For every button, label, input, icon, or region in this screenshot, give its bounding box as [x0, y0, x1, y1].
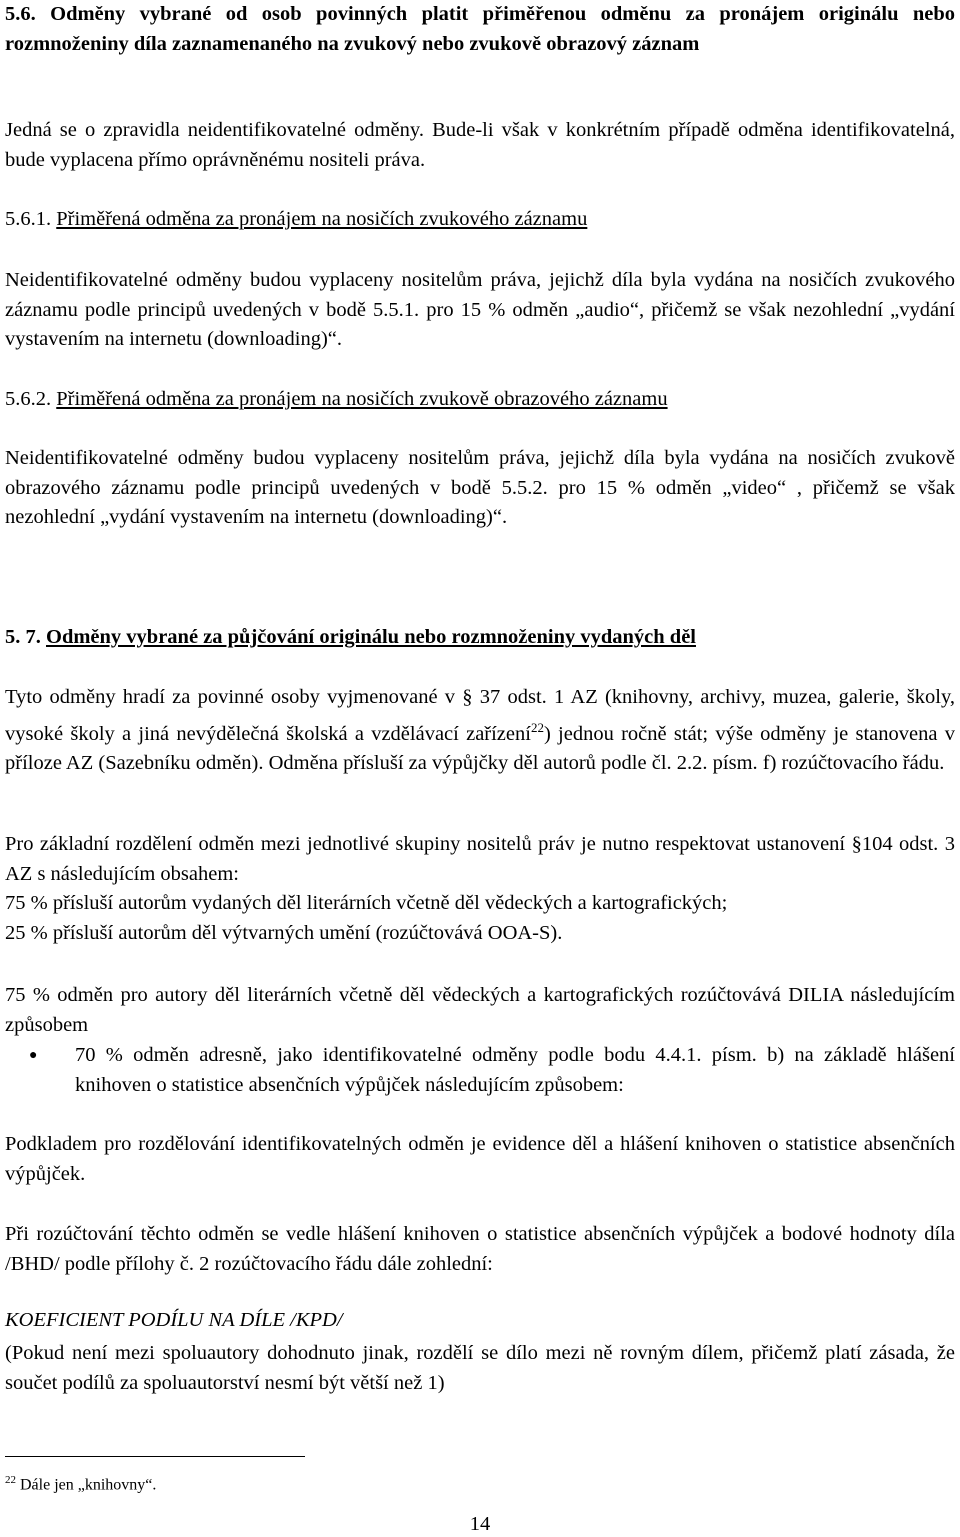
section-number: 5. 7.: [5, 626, 41, 648]
distribution-line-75: 75 % přísluší autorům vydaných děl literárních včetně děl vědeckých a kartografických;: [5, 892, 728, 914]
section-title: Odměny vybrané za půjčování originálu nebo rozmnoženiny vydaných děl: [46, 626, 696, 648]
paragraph-5-6-2: Neidentifikovatelné odměny budou vyplaceny nositelům práva, jejichž díla byla vydána na nosičích zvukově obrazového záznamu podle principů uvedených v bodě 5.5.2. pro 15 % odměn „video“ , přičemž se však nezohlední „vydání vystavením na internetu (downloading)“.: [5, 447, 955, 528]
section-heading-5-6-1: [5, 205, 955, 235]
paragraph-5-7-distribution: [5, 830, 955, 948]
section-heading-5-6: 5.6. Odměny vybrané od osob povinných platit přiměřenou odměnu za pronájem originálu nebo rozmnoženiny díla zaznamenaného na zvukový nebo zvukově obrazový záznam: [5, 3, 955, 55]
section-title: Přiměřená odměna za pronájem na nosičích zvukového záznamu: [56, 208, 588, 230]
section-heading-5-7: [5, 623, 955, 653]
section-title: Přiměřená odměna za pronájem na nosičích zvukově obrazového záznamu: [56, 388, 668, 410]
bullet-text: 70 % odměn adresně, jako identifikovatelné odměny podle bodu 4.4.1. písm. b) na základě hlášení knihoven o statistice absenčních výpůjček následujícím způsobem:: [75, 1044, 955, 1096]
section-number: 5.6.2.: [5, 388, 52, 410]
page-number: 14: [469, 1513, 491, 1535]
footnote-text: Dále jen „knihovny“.: [20, 1476, 157, 1494]
kpd-heading: KOEFICIENT PODÍLU NA DÍLE /KPD/: [5, 1309, 343, 1331]
paragraph-5-7-basis: Podkladem pro rozdělování identifikovatelných odměn je evidence děl a hlášení knihoven o statistice absenčních výpůjček.: [5, 1133, 955, 1185]
bullet-item: [5, 1041, 955, 1100]
section-heading-5-6-2: [5, 385, 955, 415]
bullet-icon: ●: [29, 1048, 38, 1063]
section-number: 5.6.1.: [5, 208, 52, 230]
paragraph-5-7-funding: [5, 683, 955, 778]
distribution-line-25: 25 % přísluší autorům děl výtvarných umění (rozúčtovává OOA-S).: [5, 921, 563, 944]
paragraph-text-b: ) jednou ročně stát; výše odměny je stanovena v příloze AZ (Sazebníku odměn). Odměna přísluší za výpůjčky děl autorů podle čl. 2.2. písm. f) rozúčtovacího řádu.: [5, 722, 955, 774]
footnote-number: 22: [5, 1474, 16, 1486]
paragraph-text-a: Tyto odměny hradí za povinné osoby vyjmenované v § 37 odst. 1 AZ (knihovny, archivy, muzea, galerie, školy, vysoké školy a jiná nevýdělečná školská a vzdělávací zařízení: [5, 686, 955, 745]
paragraph-5-6-intro: Jedná se o zpravidla neidentifikovatelné odměny. Bude-li však v konkrétním případě odměna identifikovatelná, bude vyplacena přímo oprávněnému nositeli práva.: [5, 119, 955, 171]
footnote-ref: 22: [530, 719, 544, 735]
paragraph-5-7-kpd: (Pokud není mezi spoluautory dohodnuto jinak, rozdělí se dílo mezi ně rovným dílem, přičemž platí zásada, že součet podílů za spoluautorství nesmí být větší než 1): [5, 1342, 955, 1394]
footnote: [5, 1470, 156, 1495]
paragraph-5-6-1: Neidentifikovatelné odměny budou vyplaceny nositelům práva, jejichž díla byla vydána na nosičích zvukového záznamu podle principů uvedených v bodě 5.5.1. pro 15 % odměn „audio“, přičemž se však nezohlední „vydání vystavením na internetu (downloading)“.: [5, 269, 955, 350]
paragraph-5-7-factors: Při rozúčtování těchto odměn se vedle hlášení knihoven o statistice absenčních výpůjček a bodové hodnoty díla /BHD/ podle přílohy č. 2 rozúčtovacího řádu dále zohlední:: [5, 1223, 955, 1275]
footnote-separator: [5, 1456, 305, 1457]
distribution-intro: Pro základní rozdělení odměn mezi jednotlivé skupiny nositelů práv je nutno respektovat ustanovení §104 odst. 3 AZ s následujícím obsahem:: [5, 833, 955, 885]
paragraph-5-7-dilia: 75 % odměn pro autory děl literárních včetně děl vědeckých a kartografických rozúčtovává DILIA následujícím způsobem: [5, 984, 955, 1036]
